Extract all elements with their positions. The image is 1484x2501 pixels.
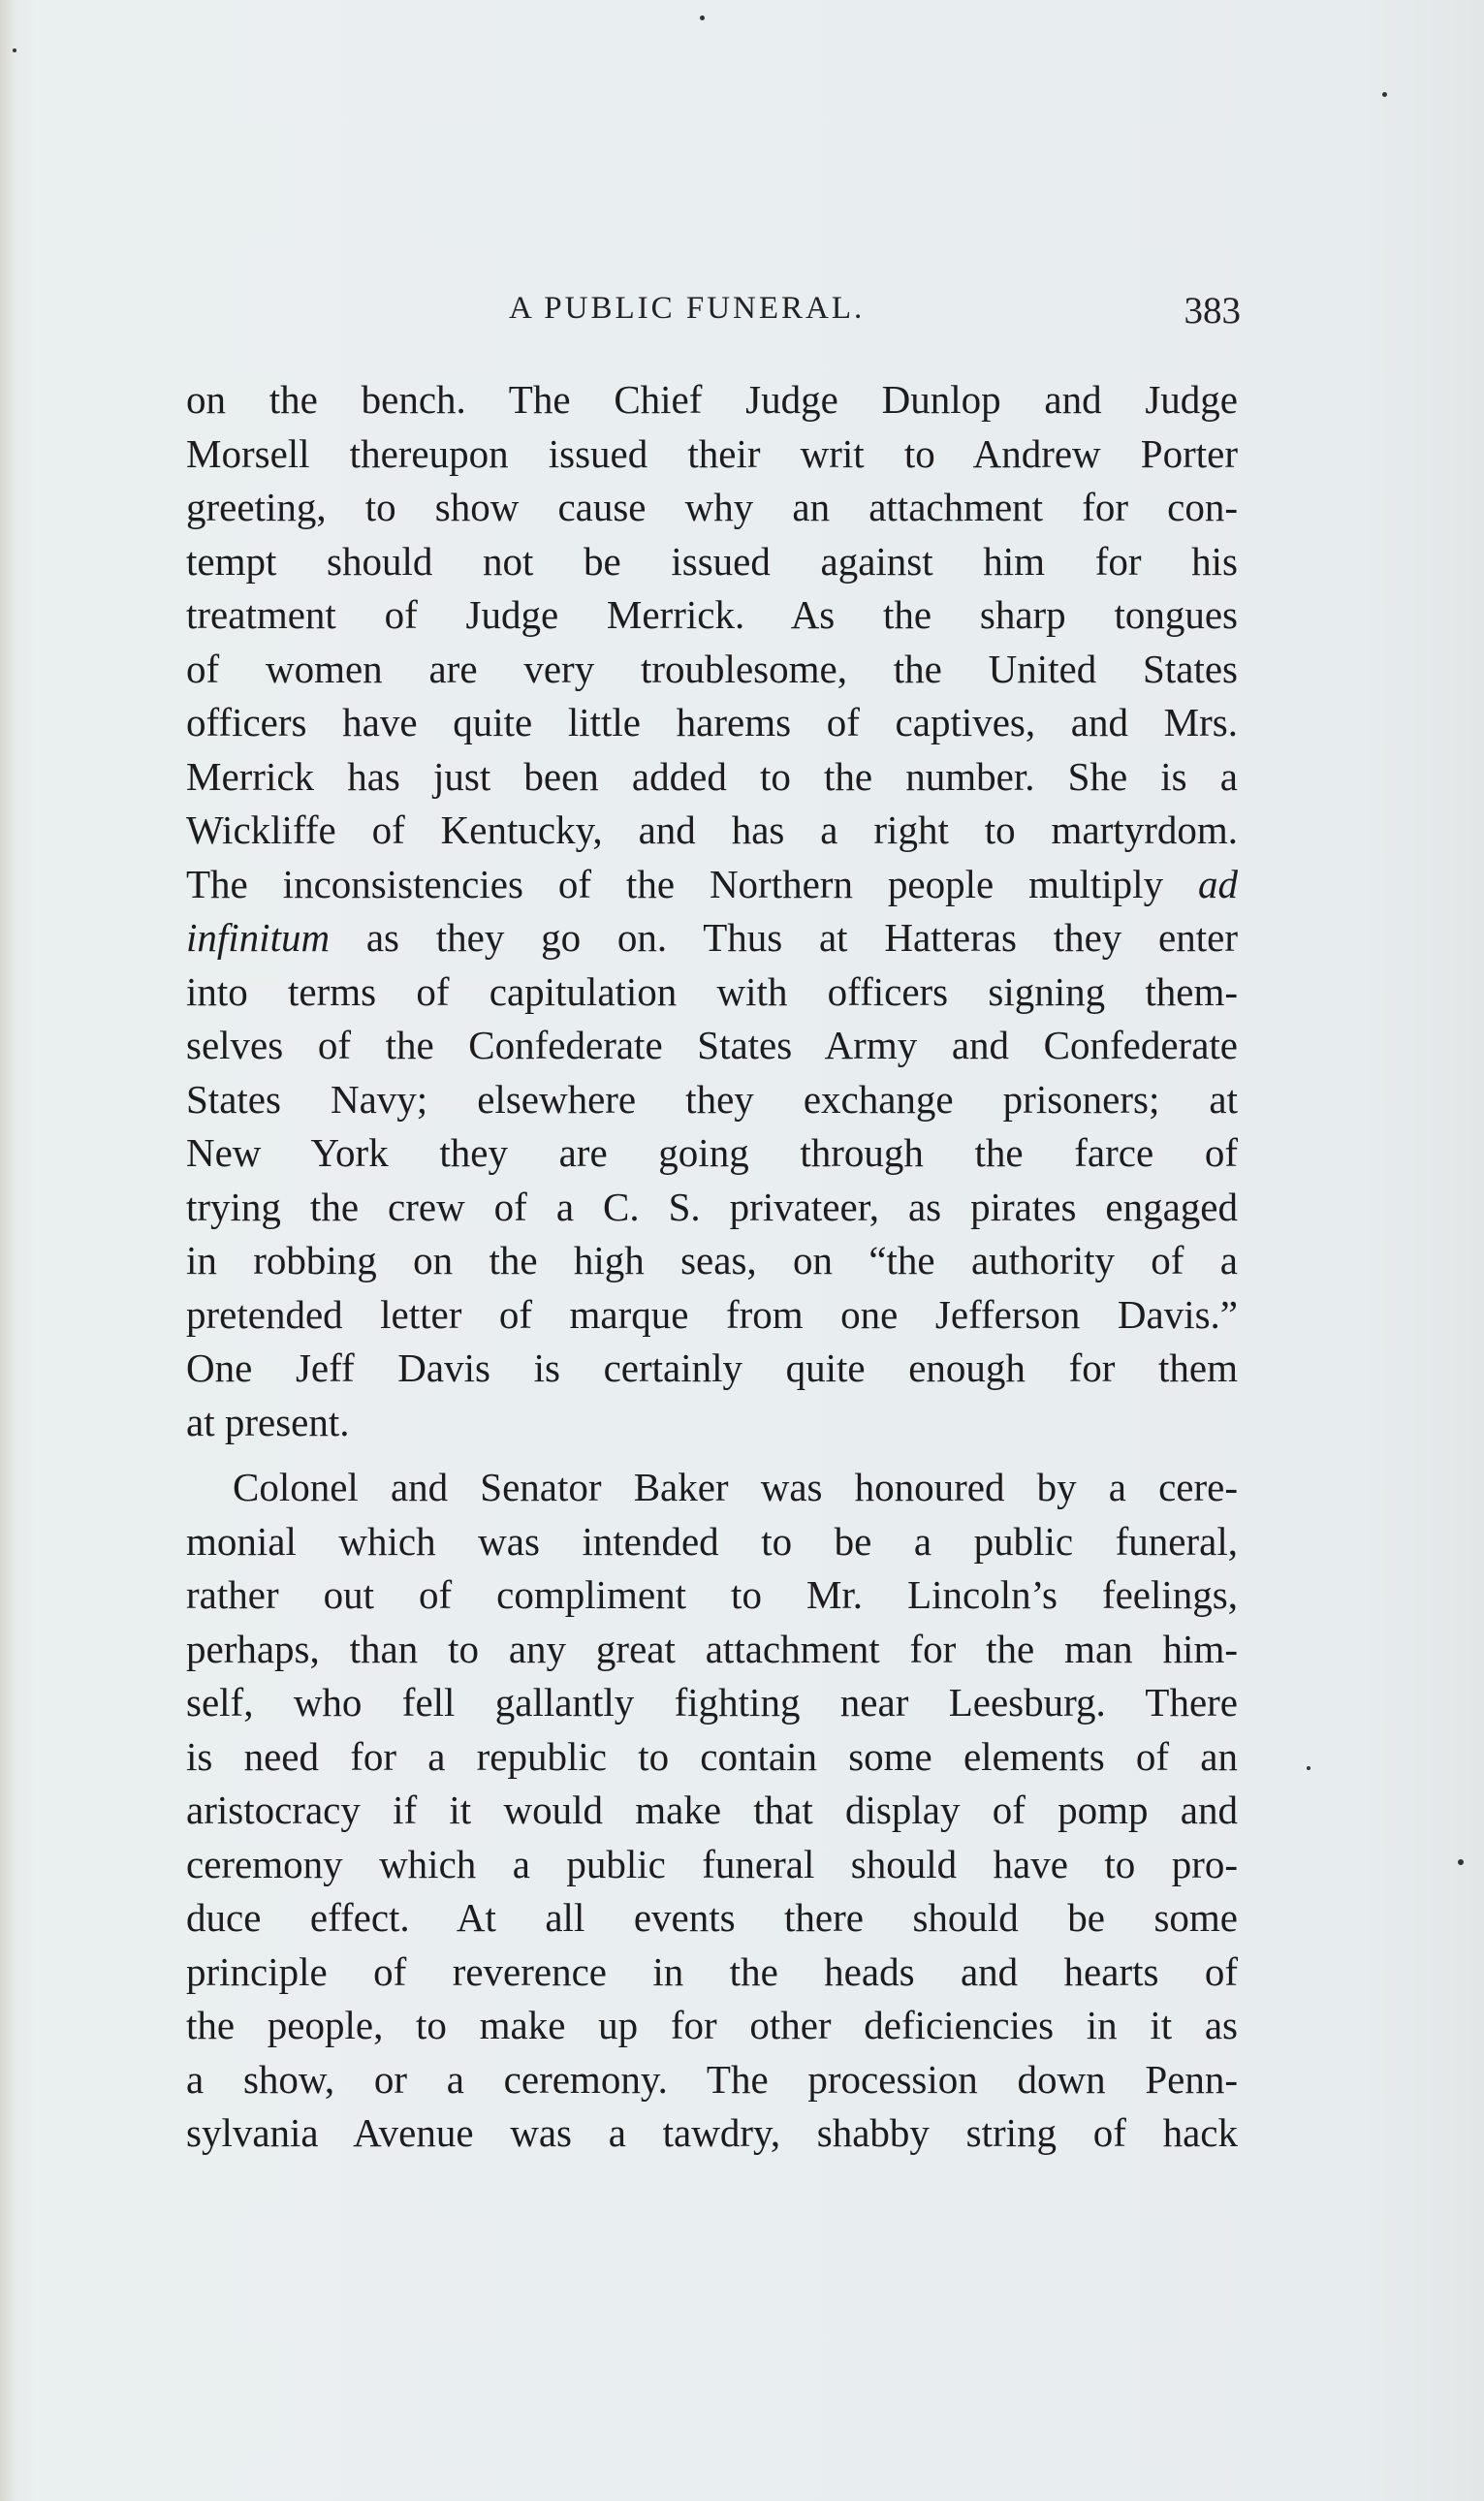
text-line: self, who fell gallantly fighting near Leesburg. There [186, 1680, 1238, 1725]
text-line: at present. [186, 1399, 350, 1444]
page-number: 383 [1184, 290, 1241, 332]
text-line: Wickliffe of Kentucky, and has a right to martyrdom. [186, 807, 1238, 852]
italic-phrase: ad [1198, 861, 1238, 906]
text-line: pretended letter of marque from one Jefferson Davis.” [186, 1291, 1238, 1337]
text-line: trying the crew of a C. S. privateer, as pirates engaged [186, 1184, 1238, 1229]
text-line: the people, to make up for other deficiencies in it as [186, 2003, 1238, 2047]
scan-speck [1382, 92, 1387, 97]
text-line: perhaps, than to any great attachment for the man him- [186, 1626, 1238, 1671]
text-line: principle of reverence in the heads and hearts of [186, 1948, 1238, 1994]
running-title: A PUBLIC FUNERAL. [509, 291, 866, 326]
scan-speck [13, 48, 16, 52]
text-line [186, 858, 1238, 912]
text-line-roman: as they go on. Thus at Hatteras they enter [365, 915, 1238, 960]
text-line: Colonel and Senator Baker was honoured by a cere- [233, 1465, 1238, 1509]
text-line: is need for a republic to contain some elements of an [186, 1733, 1238, 1779]
running-head [184, 291, 1241, 339]
text-line: sylvania Avenue was a tawdry, shabby string of hack [186, 2110, 1238, 2155]
text-line: into terms of capitulation with officers signing them- [186, 968, 1238, 1014]
text-line: aristocracy if it would make that display of pomp and [186, 1788, 1238, 1832]
text-line: greeting, to show cause why an attachment for con- [186, 485, 1238, 529]
text-line: Merrick has just been added to the number. She is a [186, 753, 1238, 799]
text-line: duce effect. At all events there should be some [186, 1895, 1238, 1940]
text-line: treatment of Judge Merrick. As the sharp tongues [186, 592, 1238, 637]
text-line: in robbing on the high seas, on “the authority of a [186, 1238, 1238, 1282]
text-line: tempt should not be issued against him for his [186, 538, 1238, 584]
body-text [186, 373, 1238, 2161]
text-line: Morsell thereupon issued their writ to Andrew Porter [186, 430, 1238, 476]
scan-speck [1307, 1766, 1310, 1770]
text-line-roman: The inconsistencies of the Northern people multiply [186, 861, 1164, 906]
text-line: monial which was intended to be a public funeral, [186, 1518, 1238, 1564]
text-line: States Navy; elsewhere they exchange prisoners; at [186, 1076, 1238, 1122]
scan-speck [1458, 1859, 1464, 1865]
text-line: One Jeff Davis is certainly quite enough for them [186, 1345, 1238, 1390]
italic-phrase: infinitum [186, 915, 331, 960]
text-line: New York they are going through the farce of [186, 1130, 1238, 1175]
text-line: officers have quite little harems of captives, and Mrs. [186, 700, 1238, 744]
text-line: of women are very troublesome, the United States [186, 646, 1238, 691]
text-line: selves of the Confederate States Army and Confederate [186, 1023, 1238, 1067]
text-line: rather out of compliment to Mr. Lincoln’s feelings, [186, 1572, 1238, 1617]
text-line: on the bench. The Chief Judge Dunlop and Judge [186, 377, 1238, 422]
text-line: a show, or a ceremony. The procession down Penn- [186, 2056, 1238, 2102]
text-line: ceremony which a public funeral should have to pro- [186, 1841, 1238, 1886]
scan-speck [700, 16, 705, 20]
page-gutter-edge [0, 0, 14, 2501]
text-line [186, 911, 1238, 966]
